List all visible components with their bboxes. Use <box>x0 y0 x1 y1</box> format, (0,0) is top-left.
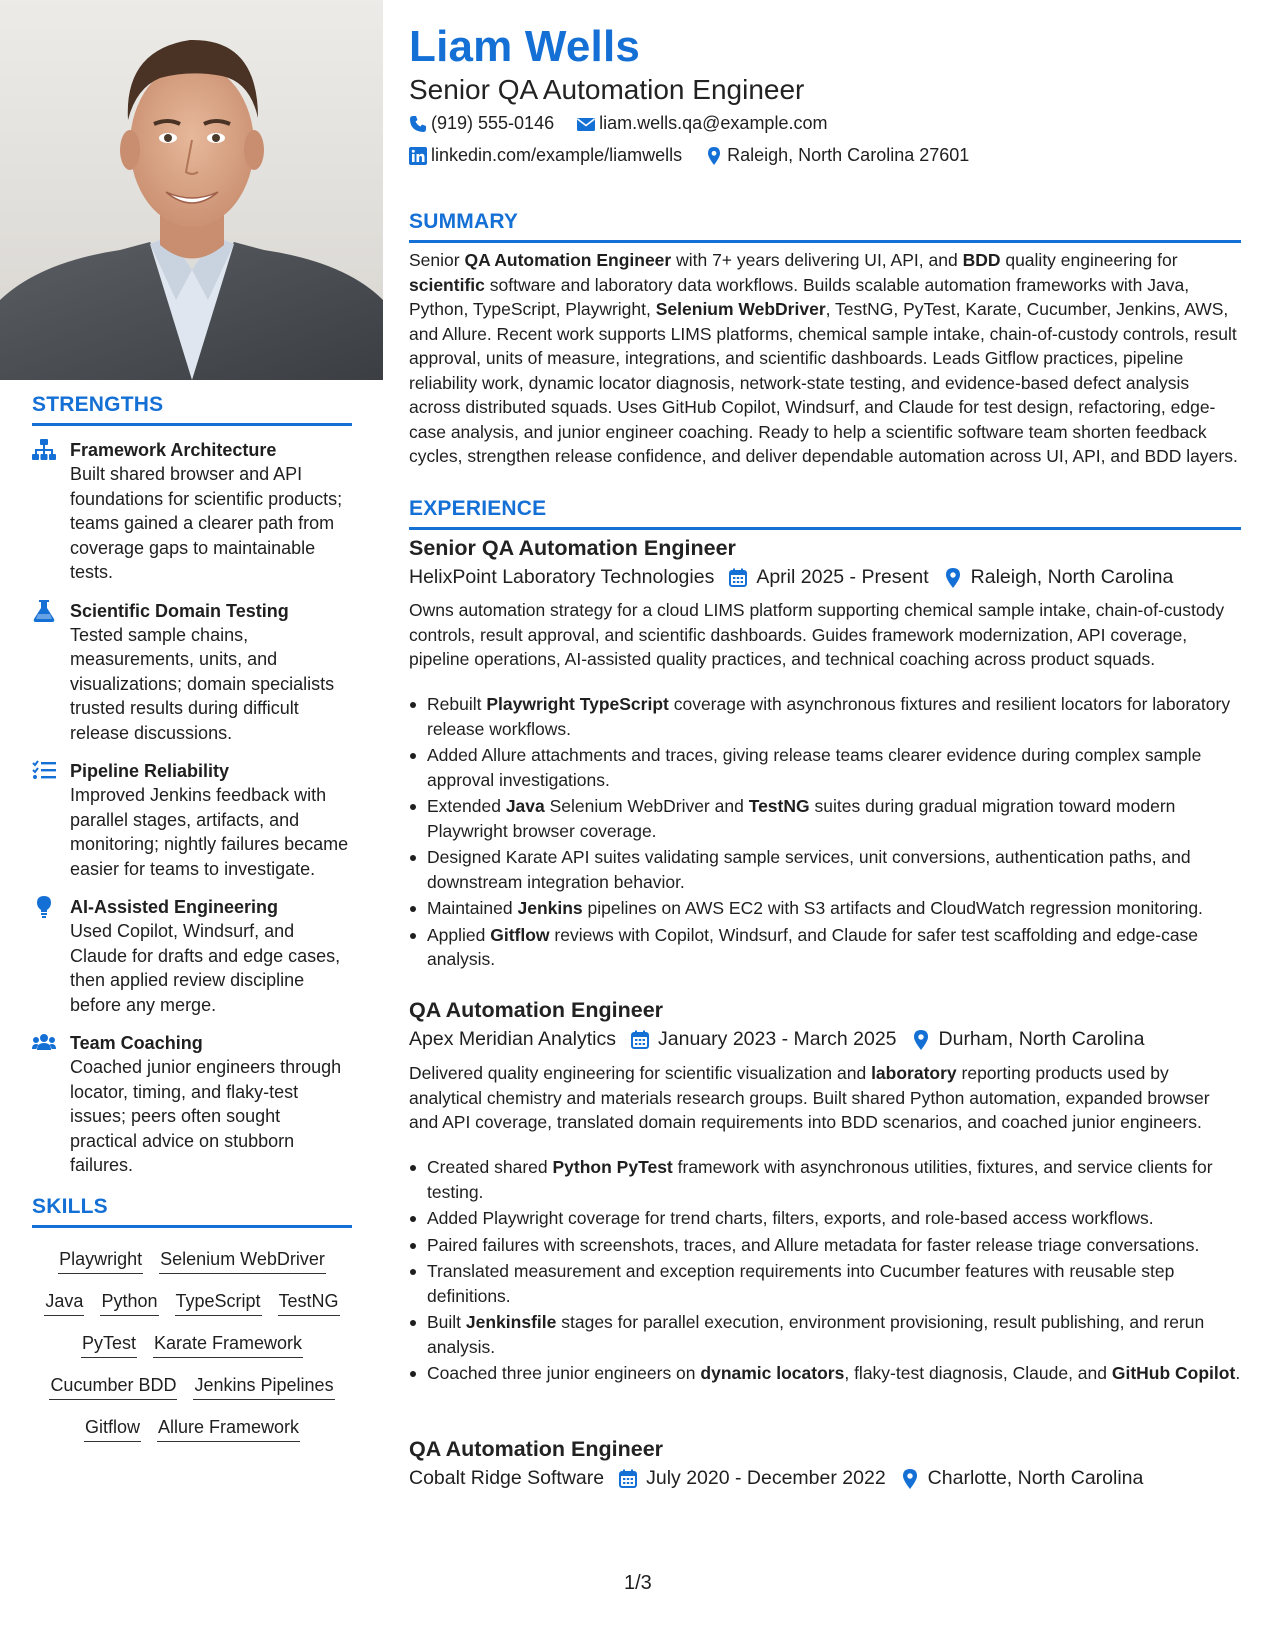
text-run: Added Playwright coverage for trend charts, filters, exports, and role-based access workflows. <box>427 1208 1154 1228</box>
company-name: HelixPoint Laboratory Technologies <box>409 566 715 588</box>
text-run: Rebuilt <box>427 694 487 714</box>
bold-text: Jenkinsfile <box>465 1312 557 1332</box>
skill-tag: Selenium WebDriver <box>159 1250 326 1274</box>
map-pin-icon <box>705 147 723 165</box>
skills-section <box>32 1195 352 1452</box>
users-icon <box>32 1032 56 1054</box>
strength-title: Team Coaching <box>70 1033 203 1053</box>
job-meta <box>409 1467 1143 1490</box>
profile-photo <box>0 0 383 380</box>
map-pin-icon <box>911 1030 931 1050</box>
job-dates <box>630 1028 896 1051</box>
bold-text: Java <box>505 796 545 816</box>
bold-text: Python PyTest <box>552 1157 673 1177</box>
job-location <box>911 1028 1145 1051</box>
flask-icon <box>32 600 56 622</box>
bullet-item <box>409 1155 1241 1204</box>
bold-text: Playwright TypeScript <box>486 694 669 714</box>
text-run: , TestNG, PyTest, Karate, Cucumber, Jenkins, AWS, and Allure. Recent work supports LIMS platforms, chemical sample intake, chain-of-custody controls, result approval, units of measure, integrations, and scientific dashboards. Leads Gitflow practices, pipeline reliability work, dynamic locator diagnosis, network-state testing, and evidence-based defect analysis across distributed squads. Uses GitHub Copilot, Windsurf, and Claude for test design, refactoring, edge-case analysis, and junior engineer coaching. Ready to help a scientific software team shorten feedback cycles, strengthen release confidence, and deliver dependable automation across UI, API, and BDD layers. <box>409 299 1238 466</box>
text-run: framework with asynchronous utilities, fixtures, and service clients for testing. <box>427 1157 1213 1202</box>
skill-tag: Gitflow <box>84 1418 141 1442</box>
text-run: Owns automation strategy for a cloud LIMS platform supporting chemical sample intake, chain-of-custody controls, result approval, and scientific dashboards. Guides framework modernization, API coverage, pipeline operations, AI-assisted quality practices, and technical coaching across product squads. <box>409 600 1225 669</box>
text-run: Coached three junior engineers on <box>427 1363 701 1383</box>
text-run: . <box>1235 1363 1241 1383</box>
text-run: Created shared <box>427 1157 553 1177</box>
sidebar <box>0 0 383 1650</box>
text-run: Delivered quality engineering for scientific visualization and <box>409 1063 872 1083</box>
text-run: Maintained <box>427 898 518 918</box>
skill-tag: TestNG <box>278 1292 340 1316</box>
text-run: software and laboratory data workflows. Builds scalable automation frameworks with Java, Python, TypeScript, Playwright, <box>409 274 1190 319</box>
phone-text: (919) 555-0146 <box>431 113 555 133</box>
job-dates-text: July 2020 - December 2022 <box>646 1467 886 1489</box>
job-location-text: Raleigh, North Carolina <box>970 566 1174 588</box>
bullet-item <box>409 1233 1241 1258</box>
text-run: Added Allure attachments and traces, giving release teams clearer evidence during complex sample approval investigations. <box>427 745 1202 790</box>
skill-tag: Karate Framework <box>153 1334 303 1358</box>
calendar-icon <box>618 1469 638 1489</box>
skill-tag: Python <box>100 1292 158 1316</box>
sitemap-icon <box>32 439 56 461</box>
text-run: Extended <box>427 796 506 816</box>
bullet-item <box>409 845 1241 894</box>
bold-text: QA Automation Engineer <box>464 250 672 270</box>
experience-heading: EXPERIENCE <box>409 497 1241 530</box>
linkedin-text: linkedin.com/example/liamwells <box>431 145 683 165</box>
summary-text <box>409 248 1241 469</box>
strength-title: Pipeline Reliability <box>70 761 230 781</box>
job-location-text: Durham, North Carolina <box>938 1028 1145 1050</box>
bullet-item <box>409 1361 1241 1386</box>
job-bullets <box>409 1155 1241 1388</box>
strength-item <box>32 895 352 1017</box>
text-run: with 7+ years delivering UI, API, and <box>671 250 963 270</box>
lightbulb-icon <box>32 896 56 918</box>
calendar-icon <box>630 1030 650 1050</box>
bold-text: scientific <box>409 274 485 295</box>
strength-description: Tested sample chains, measurements, units, and visualizations; domain specialists trusted results during difficult release discussions. <box>70 624 335 743</box>
text-run: pipelines on AWS EC2 with S3 artifacts and CloudWatch regression monitoring. <box>582 898 1203 918</box>
text-run: , flaky-test diagnosis, Claude, and <box>844 1363 1112 1383</box>
strength-title: Scientific Domain Testing <box>70 600 289 621</box>
candidate-title: Senior QA Automation Engineer <box>409 74 805 105</box>
skills-heading: SKILLS <box>32 1195 352 1228</box>
strength-item <box>32 759 352 881</box>
skill-tag: TypeScript <box>175 1292 262 1316</box>
list-check-icon <box>32 760 56 782</box>
skill-tag: Playwright <box>58 1250 143 1274</box>
linkedin-contact[interactable] <box>409 145 682 166</box>
text-run: quality engineering for <box>1000 250 1178 270</box>
job-location <box>900 1467 1144 1490</box>
text-run: Applied <box>427 924 491 945</box>
email-text: liam.wells.qa@example.com <box>599 113 828 133</box>
page-number: 1/3 <box>624 1572 652 1594</box>
map-pin-icon <box>943 568 963 588</box>
bold-text: TestNG <box>748 796 810 816</box>
skills-list <box>32 1242 352 1452</box>
bold-text: BDD <box>962 250 1001 270</box>
strength-title: AI-Assisted Engineering <box>70 897 279 917</box>
text-run: Senior <box>409 250 465 270</box>
phone-icon <box>409 115 427 133</box>
map-pin-icon <box>900 1469 920 1489</box>
company-name: Apex Meridian Analytics <box>409 1028 617 1050</box>
linkedin-icon <box>409 147 427 165</box>
bold-text: Selenium WebDriver <box>655 299 826 319</box>
job-description <box>409 598 1241 672</box>
email-contact[interactable] <box>577 113 827 134</box>
skill-tag: Java <box>44 1292 84 1316</box>
job-dates <box>728 566 928 589</box>
strengths-heading: STRENGTHS <box>32 393 352 426</box>
job-dates-text: April 2025 - Present <box>756 566 929 588</box>
bold-text: laboratory <box>871 1063 957 1083</box>
contact-row <box>409 145 987 170</box>
envelope-icon <box>577 115 595 133</box>
bullet-item <box>409 1206 1241 1231</box>
skill-tag: Allure Framework <box>157 1418 300 1442</box>
job-description <box>409 1061 1241 1135</box>
job-location <box>943 566 1174 589</box>
bullet-item <box>409 1310 1241 1359</box>
strengths-section <box>32 393 352 1178</box>
bullet-item <box>409 794 1241 843</box>
strength-item <box>32 1031 352 1178</box>
strength-description: Coached junior engineers through locator, timing, and flaky-test issues; peers often sought practical advice on stubborn failures. <box>70 1057 342 1175</box>
job-location-text: Charlotte, North Carolina <box>927 1467 1144 1489</box>
text-run: Selenium WebDriver and <box>544 796 749 816</box>
job-dates-text: January 2023 - March 2025 <box>658 1028 897 1050</box>
bold-text: Jenkins <box>517 898 583 918</box>
location-text: Raleigh, North Carolina 27601 <box>727 145 970 165</box>
text-run: Designed Karate API suites validating sample services, unit conversions, authentication paths, and downstream integration behavior. <box>427 847 1191 892</box>
job-meta <box>409 566 1173 589</box>
bullet-item <box>409 743 1241 792</box>
phone-contact[interactable] <box>409 113 554 134</box>
calendar-icon <box>728 568 748 588</box>
bullet-item <box>409 1259 1241 1308</box>
text-run: reporting products used by analytical chemistry and materials research groups. Built shared Python automation, expanded browser and API coverage, translated domain requirements into BDD scenarios, and coached junior engineers. <box>409 1063 1210 1132</box>
bullet-item <box>409 692 1241 741</box>
bold-text: GitHub Copilot <box>1111 1363 1236 1383</box>
bullet-item <box>409 896 1241 921</box>
bold-text: dynamic locators <box>700 1363 845 1383</box>
strength-description: Used Copilot, Windsurf, and Claude for drafts and edge cases, then applied review discipline before any merge. <box>70 921 341 1015</box>
text-run: suites during gradual migration toward modern Playwright browser coverage. <box>427 796 1176 841</box>
text-run: coverage with asynchronous fixtures and resilient locators for laboratory release workflows. <box>427 694 1231 739</box>
job-title: QA Automation Engineer <box>409 1437 664 1461</box>
job-bullets <box>409 692 1241 974</box>
bullet-item <box>409 923 1241 972</box>
job-dates <box>618 1467 886 1490</box>
summary-heading: SUMMARY <box>409 210 1241 243</box>
company-name: Cobalt Ridge Software <box>409 1467 605 1489</box>
strength-title: Framework Architecture <box>70 440 277 460</box>
strength-description: Built shared browser and API foundations for scientific products; teams gained a clearer path from coverage gaps to maintainable tests. <box>70 464 343 582</box>
job-title: Senior QA Automation Engineer <box>409 536 736 560</box>
strength-item <box>32 599 352 746</box>
job-meta <box>409 1028 1144 1051</box>
skill-tag: Jenkins Pipelines <box>193 1376 334 1400</box>
text-run: stages for parallel execution, environment provisioning, result publishing, and rerun analysis. <box>427 1312 1205 1357</box>
text-run: Built <box>427 1312 466 1332</box>
skill-tag: Cucumber BDD <box>49 1376 177 1400</box>
skill-tag: PyTest <box>81 1334 137 1358</box>
text-run: Translated measurement and exception requirements into Cucumber features with reusable step definitions. <box>427 1261 1175 1306</box>
contact-row <box>409 113 845 138</box>
location-contact <box>705 145 969 166</box>
bold-text: Gitflow <box>490 924 550 945</box>
text-run: reviews with Copilot, Windsurf, and Claude for safer test scaffolding and edge-case analysis. <box>427 924 1199 969</box>
strength-item <box>32 438 352 585</box>
candidate-name: Liam Wells <box>409 22 641 71</box>
strength-description: Improved Jenkins feedback with parallel stages, artifacts, and monitoring; nightly failures became easier for teams to investigate. <box>70 785 349 879</box>
job-title: QA Automation Engineer <box>409 998 664 1022</box>
text-run: Paired failures with screenshots, traces, and Allure metadata for faster release triage conversations. <box>427 1234 1200 1255</box>
